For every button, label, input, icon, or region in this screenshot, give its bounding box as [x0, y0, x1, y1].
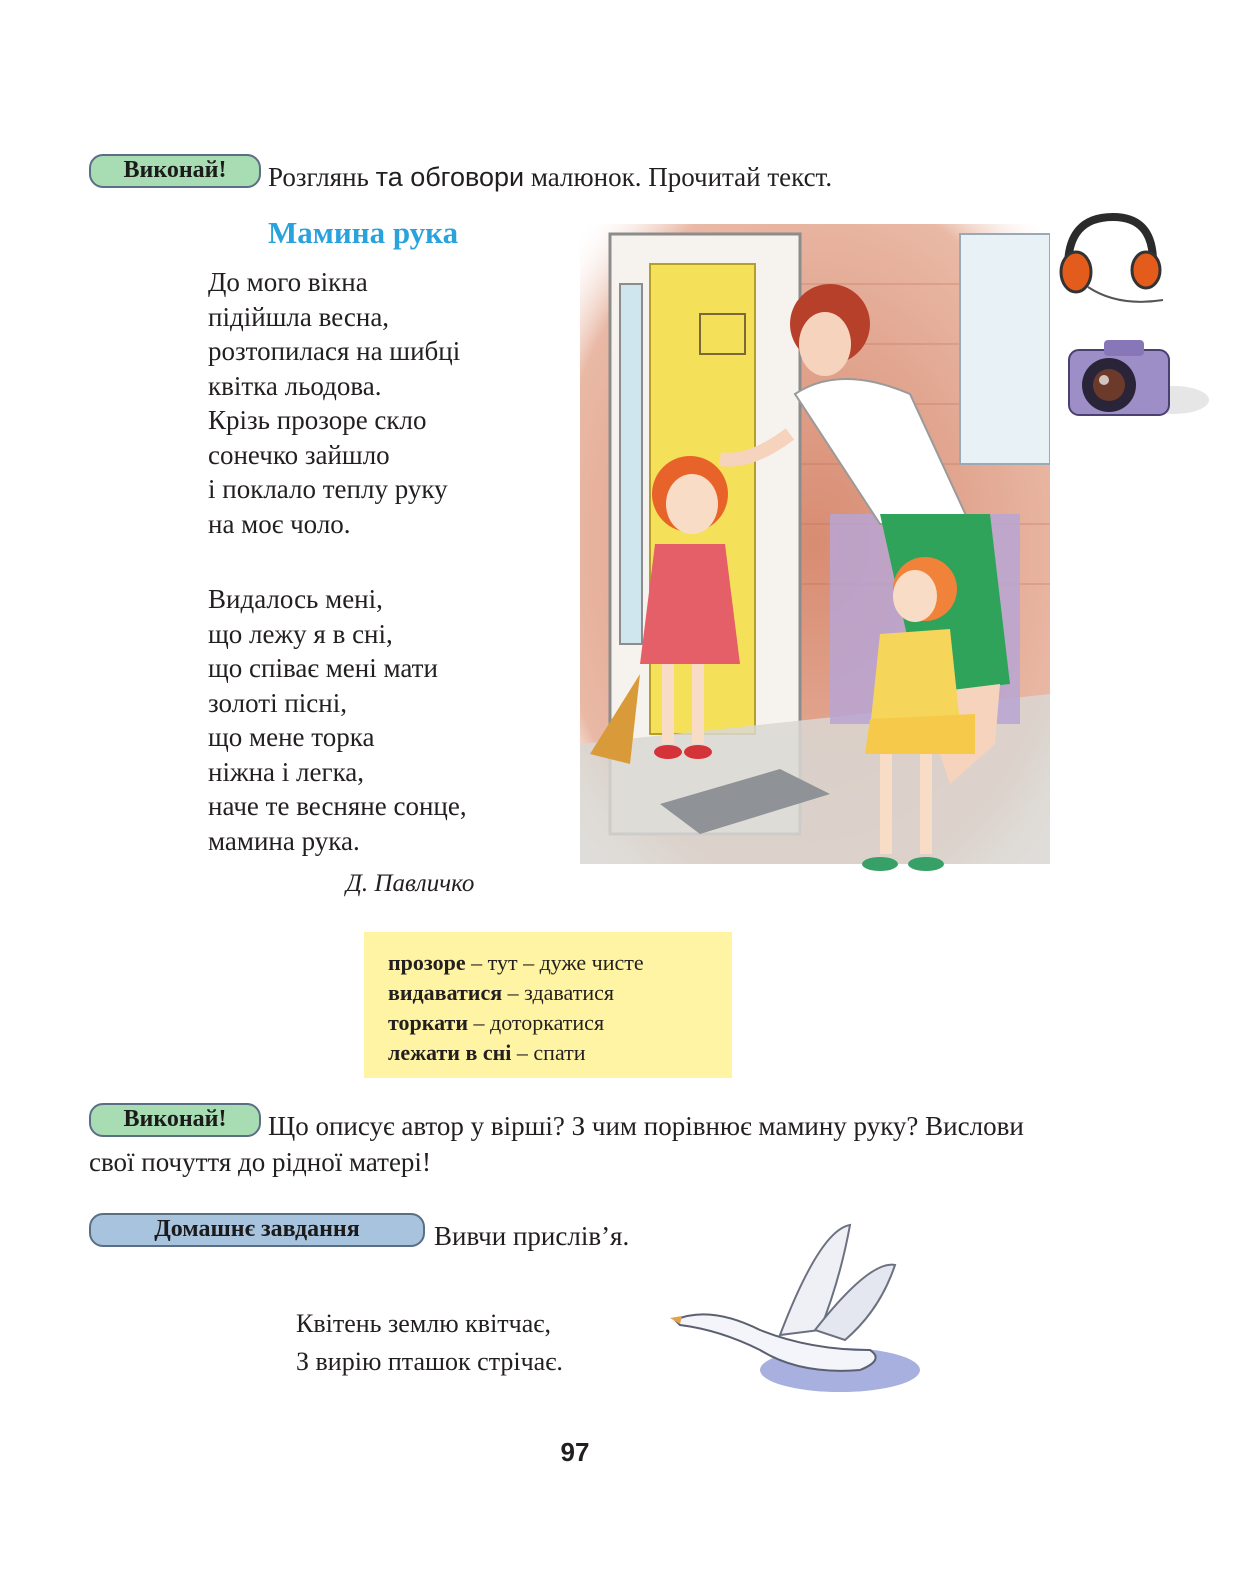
illustration-mother-and-daughters — [580, 224, 1050, 904]
poem-line: квітка льодова. — [208, 370, 382, 401]
poem-stanza-2 — [208, 582, 467, 858]
poem-line: Крізь прозоре скло — [208, 405, 427, 435]
task-1-text-b: та обговори — [375, 162, 525, 192]
poem-line: що співає мені мати — [208, 653, 438, 683]
poem-line: сонечко зайшло — [208, 439, 390, 470]
glossary-term: видаватися — [388, 980, 503, 1005]
glossary-definition: – здаватися — [502, 980, 614, 1005]
homework-instruction: Вивчи прислів’я. — [434, 1221, 630, 1251]
poem-stanza-1 — [208, 265, 460, 541]
glossary-term: торкати — [388, 1010, 469, 1035]
poem-line: До мого вікна — [208, 267, 368, 297]
task-1-text-a: Розглянь — [268, 162, 376, 192]
glossary-term: лежати в сні — [388, 1040, 512, 1065]
headphones-icon[interactable] — [1058, 212, 1168, 307]
poem-line: підійшла весна, — [208, 301, 390, 332]
task-2-line-2: свої почуття до рідної матері! — [89, 1147, 431, 1177]
task-1-text-c: малюнок. Прочитай текст. — [524, 162, 833, 192]
poem-line: на моє чоло. — [208, 508, 351, 539]
task-1-instruction — [268, 162, 832, 192]
poem-line: і поклало теплу руку — [208, 474, 448, 504]
glossary-definition: – тут – дуже чисте — [465, 950, 644, 975]
glossary-term: прозоре — [388, 950, 466, 975]
glossary-entry — [388, 1038, 732, 1068]
poem-title: Мамина рука — [268, 215, 459, 250]
poem-line: що лежу я в сні, — [208, 618, 393, 649]
glossary-entry — [388, 978, 732, 1008]
glossary-box — [364, 932, 732, 1078]
poem-line: наче те весняне сонце, — [208, 791, 467, 821]
task-badge-1: Виконай! — [89, 154, 261, 188]
proverb-line: З вирію пташок стрічає. — [296, 1347, 563, 1376]
proverb-line: Квітень землю квітчає, — [296, 1309, 551, 1338]
poem-author: Д. Павличко — [346, 870, 475, 897]
glossary-definition: – спати — [511, 1040, 586, 1065]
poem-line: золоті пісні, — [208, 687, 347, 718]
glossary-entry — [388, 1008, 732, 1038]
poem-line: що мене торка — [208, 722, 375, 752]
poem-line: Видалось мені, — [208, 584, 383, 614]
camera-icon[interactable] — [1064, 330, 1209, 430]
page-number: 97 — [560, 1437, 590, 1467]
homework-badge: Домашнє завдання — [89, 1213, 425, 1247]
task-2-line-1: Що описує автор у вірші? З чим порівнює мамину руку? Вислови — [268, 1111, 1024, 1141]
glossary-entry — [388, 948, 732, 978]
poem-line: ніжна і легка, — [208, 756, 365, 787]
proverb — [296, 1305, 563, 1381]
poem-line: розтопилася на шибці — [208, 336, 461, 366]
poem-line: мамина рука. — [208, 825, 360, 856]
glossary-definition: – доторкатися — [468, 1010, 605, 1035]
swan-illustration — [670, 1220, 930, 1405]
task-badge-2: Виконай! — [89, 1103, 261, 1137]
